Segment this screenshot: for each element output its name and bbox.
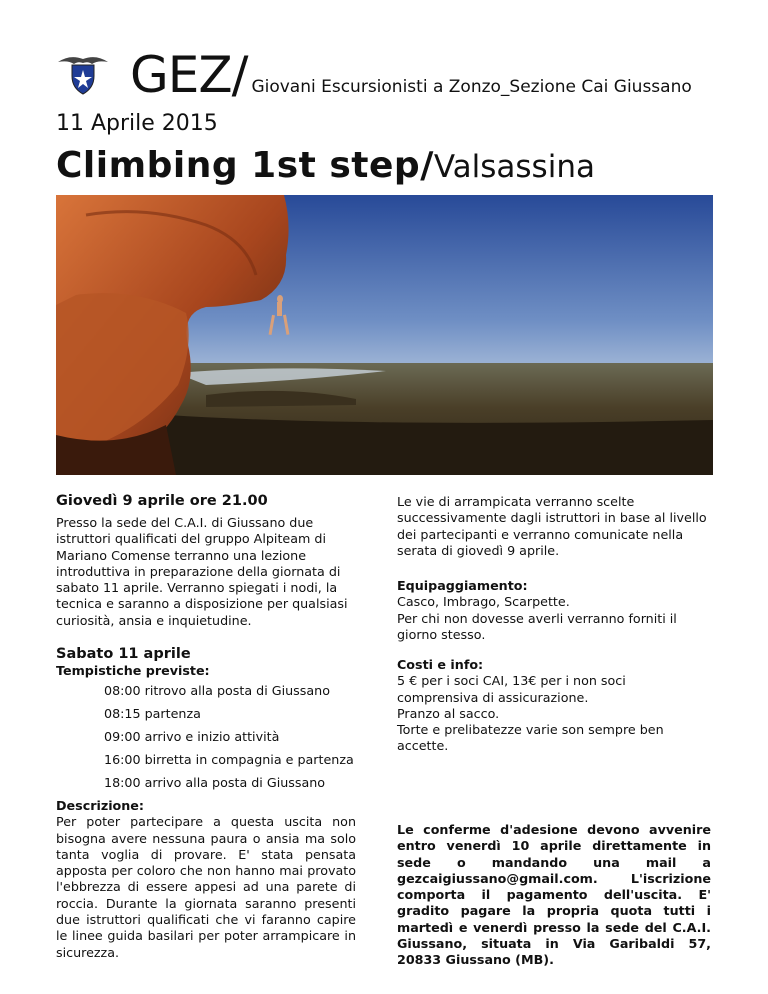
title-place: Valsassina — [433, 149, 595, 185]
title-main: Climbing 1st step/ — [56, 145, 434, 186]
descrizione-text: Per poter partecipare a questa uscita non bisogna avere nessuna paura o ansia ma solo tanta voglia di provare. E' stata pensata apposta per coloro che non hanno mai provato l'ebbrezza di essere appesi ad una parete di roccia. Durante la giornata saranno presenti due istruttori qualificati che vi faranno capire le linee guida basilari per poter arrampicare in sicurezza. — [56, 814, 356, 960]
costi-label: Costi e info: — [397, 657, 484, 672]
equipaggiamento-items: Casco, Imbrago, Scarpette. — [397, 594, 570, 610]
tempistiche-label: Tempistiche previste: — [56, 663, 210, 678]
cai-logo — [54, 50, 112, 96]
vie-text: Le vie di arrampicata verranno scelte successivamente dagli istruttori in base al livello dei partecipanti e verranno comunicate nella serata di giovedì 9 aprile. — [397, 494, 707, 558]
equipaggiamento-section — [397, 578, 711, 643]
costi-pranzo: Pranzo al sacco. — [397, 705, 500, 721]
costi-section — [397, 657, 711, 755]
header-title — [130, 48, 692, 114]
equipaggiamento-label: Equipaggiamento: — [397, 578, 528, 593]
giovedi-text: Presso la sede del C.A.I. di Giussano due istruttori qualificati del gruppo Alpiteam di Mariano Comense terranno una lezione introduttiva in preparazione della giornata di sabato 11 aprile. Verranno spiegati i nodi, la tecnica e saranno a disposizione per qualsiasi curiosità, ansia e inquietudine. — [56, 515, 348, 628]
schedule-list — [104, 679, 364, 794]
gez-acronym: GEZ/ — [130, 46, 248, 104]
sabato-section — [56, 645, 356, 679]
climbing-photo — [56, 195, 713, 475]
schedule-item: 16:00 birretta in compagnia e partenza — [104, 752, 354, 767]
conferme-section — [397, 822, 711, 969]
schedule-item: 08:15 partenza — [104, 706, 201, 721]
event-title — [56, 143, 595, 190]
giovedi-heading: Giovedì 9 aprile ore 21.00 — [56, 493, 268, 509]
equipaggiamento-note: Per chi non dovesse averli verranno forniti il giorno stesso. — [397, 610, 677, 642]
giovedi-section — [56, 492, 356, 629]
schedule-item: 08:00 ritrovo alla posta di Giussano — [104, 683, 330, 698]
vie-section — [397, 494, 711, 559]
costi-price: 5 € per i soci CAI, 13€ per i non soci comprensiva di assicurazione. — [397, 673, 626, 705]
schedule-item: 18:00 arrivo alla posta di Giussano — [104, 775, 326, 790]
descrizione-label: Descrizione: — [56, 798, 144, 813]
schedule-item: 09:00 arrivo e inizio attività — [104, 729, 280, 744]
costi-torte: Torte e prelibatezze varie son sempre ben accette. — [397, 722, 664, 754]
descrizione-section — [56, 798, 356, 961]
sabato-heading: Sabato 11 aprile — [56, 646, 191, 662]
event-date: 11 Aprile 2015 — [56, 111, 218, 136]
header-subtitle: Giovani Escursionisti a Zonzo_Sezione Cai Giussano — [251, 77, 692, 97]
conferme-text: Le conferme d'adesione devono avvenire entro venerdì 10 aprile direttamente in sede o mandando una mail a gezcaigiussano@gmail.com. L'iscrizione comporta il pagamento dell'uscita. E' gradito pagare la propria quota tutti i martedì e venerdì presso la sede del C.A.I. Giussano, situata in Via Garibaldi 57, 20833 Giussano (MB). — [397, 822, 711, 968]
